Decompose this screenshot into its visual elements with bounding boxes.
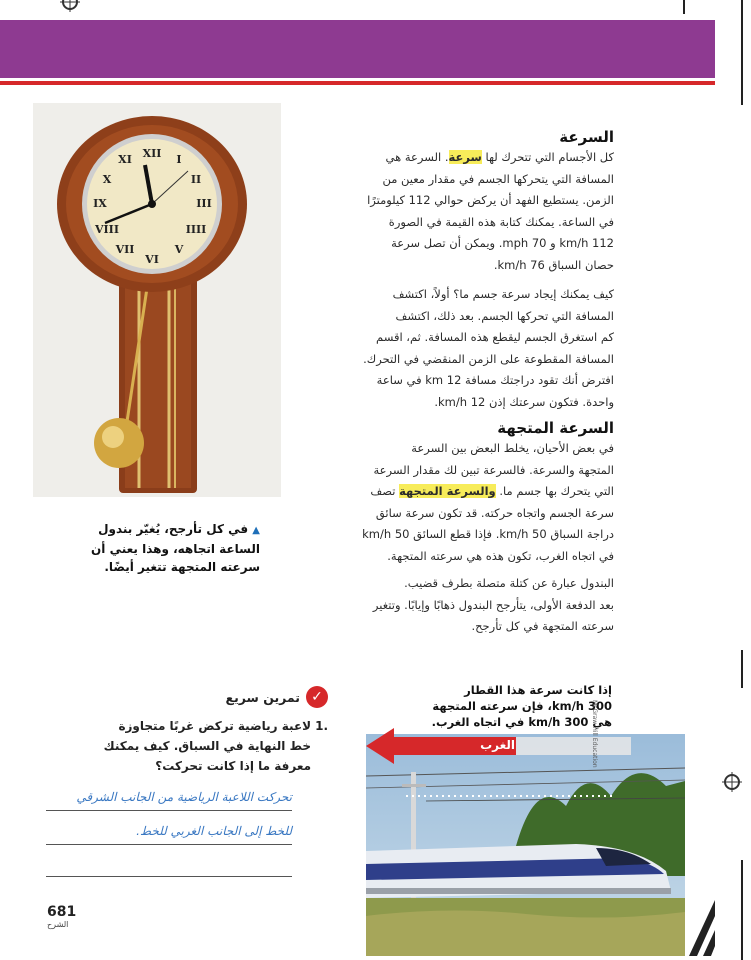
caption-line-text: في كل تأرجح، يُغيّر بندول bbox=[98, 522, 249, 536]
para-line: سرعة الجسم واتجاه حركته. قد تكون سرعة سائق bbox=[375, 505, 614, 520]
crop-mark-top bbox=[683, 0, 685, 14]
photo-credit: McGraw-Hill Education bbox=[591, 700, 598, 768]
para-line: افترض أنك تقود دراجتك مسافة 12 km في ساعة bbox=[376, 373, 614, 387]
train-caption bbox=[400, 682, 612, 730]
para-line: المتجهة والسرعة. فالسرعة تبين لك مقدار السرعة bbox=[373, 462, 614, 477]
question-text bbox=[104, 716, 311, 776]
para-line: في بعض الأحيان، يخلط البعض بين السرعة bbox=[411, 441, 614, 455]
svg-text:XII: XII bbox=[142, 147, 162, 160]
checkmark-icon: ✓ bbox=[306, 686, 328, 708]
velocity-paragraph bbox=[296, 438, 614, 567]
registration-mark-right bbox=[724, 774, 740, 790]
para-line: المسافة التي تحركها الجسم. بعد ذلك، اكتشف bbox=[395, 308, 614, 323]
question-line: خط النهاية في السباق. كيف يمكنك bbox=[103, 739, 312, 753]
svg-text:V: V bbox=[174, 243, 184, 256]
para-line: في اتجاه الغرب، تكون هذه هي سرعته المتجهة. bbox=[387, 548, 614, 563]
chapter-banner bbox=[0, 20, 715, 78]
para-line: المسافة المقطوعة على الزمن المنقضي في التحرك. bbox=[363, 351, 614, 366]
svg-text:XI: XI bbox=[118, 153, 132, 166]
question-number: .1 bbox=[315, 719, 328, 733]
caption-line bbox=[60, 520, 260, 540]
quick-exercise bbox=[40, 686, 328, 776]
quick-exercise-title: تمرين سريع bbox=[225, 689, 300, 705]
answer-rule-3 bbox=[46, 876, 292, 877]
question-line: لاعبة رياضية تركض غربًا متجاوزة bbox=[118, 719, 312, 733]
train-caption-line: هي 300 km/h في اتجاه الغرب. bbox=[431, 715, 612, 729]
find-speed-paragraph bbox=[296, 284, 614, 413]
right-text-column bbox=[296, 128, 614, 638]
svg-text:VIII: VIII bbox=[95, 223, 119, 236]
para-line: سرعته المتجهة في كل تأرجح. bbox=[471, 619, 614, 633]
para-line: حصان السباق 76 km/h. bbox=[493, 257, 614, 272]
svg-text:X: X bbox=[102, 173, 112, 186]
svg-text:I: I bbox=[176, 153, 182, 166]
page-label: الشرح bbox=[47, 920, 69, 929]
answer-line-2: للخط إلى الجانب الغربي للخط. bbox=[136, 824, 292, 838]
para-line: التي يتحرك بها جسم ما. والسرعة المتجهة تصف bbox=[370, 484, 614, 498]
crop-mark-right-upper bbox=[741, 0, 743, 105]
svg-text:VII: VII bbox=[115, 243, 135, 256]
velocity-heading: السرعة المتجهة bbox=[497, 419, 614, 437]
answer-rule-1 bbox=[46, 810, 292, 811]
crop-mark-right-mid bbox=[741, 650, 743, 688]
highlight-velocity: والسرعة المتجهة bbox=[399, 484, 496, 498]
banner-underline bbox=[0, 81, 715, 85]
clock-caption bbox=[60, 520, 260, 576]
para-line: الزمن. يستطيع الفهد أن يركض حوالي 112 كيلومترًا bbox=[367, 193, 614, 207]
pendulum-paragraph bbox=[296, 573, 614, 638]
triangle-bullet-icon: ▲ bbox=[252, 525, 260, 536]
pendulum-clock-photo bbox=[33, 103, 281, 497]
page-number: 681 bbox=[47, 904, 77, 920]
svg-text:II: II bbox=[190, 173, 202, 186]
para-line: كيف يمكنك إيجاد سرعة جسم ما؟ أولاً، اكتشف bbox=[392, 287, 614, 301]
answer-rule-2 bbox=[46, 844, 292, 845]
para-line: في الساعة. يمكنك كتابة هذه القيمة في الصورة bbox=[388, 214, 614, 229]
para-line: البندول عبارة عن كتلة متصلة بطرف قضيب. bbox=[404, 576, 614, 590]
svg-text:IX: IX bbox=[93, 197, 107, 210]
svg-text:IIII: IIII bbox=[185, 223, 207, 236]
answer-line-1: تحركت اللاعبة الرياضية من الجانب الشرقي bbox=[76, 790, 292, 804]
para-line: واحدة. فتكون سرعتك إذن 12 km/h. bbox=[434, 394, 614, 409]
caption-line: سرعته المتجهة تتغير أيضًا. bbox=[104, 560, 260, 574]
para-line: كم استغرق الجسم ليقطع هذه المسافة. ثم، اقسم bbox=[376, 330, 614, 344]
speed-heading: السرعة bbox=[559, 128, 614, 146]
speed-paragraph bbox=[296, 147, 614, 276]
question-block bbox=[40, 716, 328, 776]
crop-mark-right-lower bbox=[741, 860, 743, 960]
para-line: دراجة السباق 50 km/h. فإذا قطع السائق 50 km/h bbox=[362, 527, 614, 541]
para-line: المسافة التي يتحركها الجسم في مقدار معين من bbox=[382, 171, 614, 186]
question-line: معرفة ما إذا كانت تحركت؟ bbox=[155, 759, 312, 773]
highlight-speed: سرعة bbox=[448, 150, 482, 164]
quick-exercise-header bbox=[40, 686, 328, 708]
footer bbox=[47, 904, 76, 929]
top-strip bbox=[0, 0, 751, 20]
para-line: 112 km/h و 70 mph. ويمكن أن تصل سرعة bbox=[391, 236, 614, 250]
para-line: كل الأجسام التي تتحرك لها سرعة. السرعة هي bbox=[385, 150, 614, 164]
west-arrow-label: الغرب bbox=[480, 738, 515, 752]
train-caption-line: 300 km/h، فإن سرعته المتجهة bbox=[432, 699, 612, 713]
photo-corner-stripes bbox=[689, 880, 715, 956]
caption-line: الساعة اتجاهه، وهذا يعني أن bbox=[91, 542, 260, 556]
para-line: بعد الدفعة الأولى، يتأرجح البندول ذهابًا وإيابًا. وتتغير bbox=[372, 597, 614, 612]
svg-text:III: III bbox=[196, 197, 212, 210]
train-caption-line: إذا كانت سرعة هذا القطار bbox=[464, 683, 612, 697]
svg-text:VI: VI bbox=[145, 253, 159, 266]
